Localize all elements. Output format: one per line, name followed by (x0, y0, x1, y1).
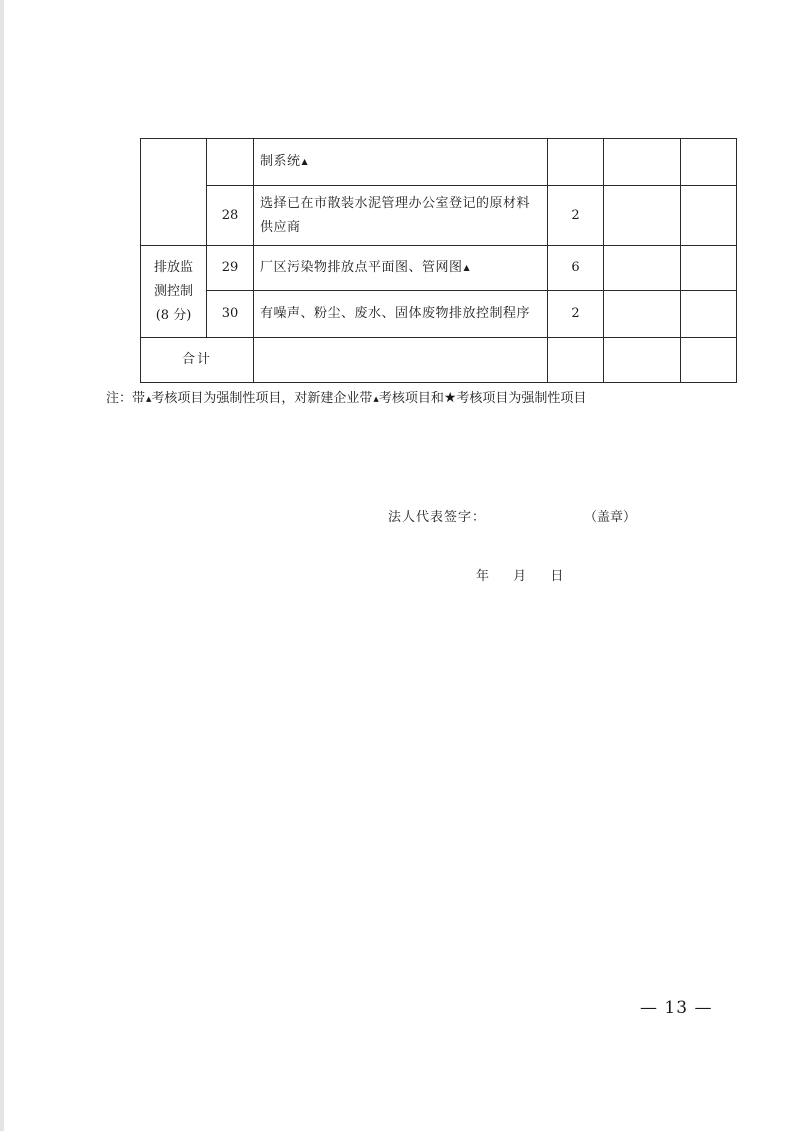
blank-cell (604, 246, 681, 291)
item-description: 制系统▲ (254, 139, 548, 186)
total-row (141, 338, 737, 383)
triangle-mark-icon: ▲ (373, 395, 379, 403)
blank-cell (681, 246, 737, 291)
table-row (141, 291, 737, 338)
blank-cell (604, 139, 681, 186)
signature-label: 法人代表签字： (388, 510, 487, 525)
date-year: 年 (476, 569, 490, 584)
item-score: 6 (548, 246, 604, 291)
blank-cell (681, 139, 737, 186)
blank-cell (604, 186, 681, 246)
item-description: 选择已在市散装水泥管理办公室登记的原材料供应商 (254, 186, 548, 246)
seal-label: （盖章） (584, 510, 637, 525)
item-number: 28 (207, 186, 254, 246)
scan-edge (0, 0, 4, 1131)
table-row (141, 139, 737, 186)
blank-cell (604, 338, 681, 383)
triangle-mark-icon: ▲ (301, 157, 309, 166)
category-emission-monitoring: 排放监 测控制 (8 分) (141, 246, 207, 338)
blank-cell (548, 338, 604, 383)
item-number: 29 (207, 246, 254, 291)
total-label: 合计 (141, 338, 254, 383)
triangle-mark-icon: ▲ (463, 263, 471, 272)
blank-cell (681, 291, 737, 338)
item-score: 2 (548, 186, 604, 246)
blank-cell (681, 338, 737, 383)
date-day: 日 (550, 569, 564, 584)
item-number: 30 (207, 291, 254, 338)
table-row (141, 246, 737, 291)
date-line (476, 565, 563, 584)
date-month: 月 (513, 569, 527, 584)
triangle-mark-icon: ▲ (146, 395, 152, 403)
item-score: 2 (548, 291, 604, 338)
item-description: 厂区污染物排放点平面图、管网图▲ (254, 246, 548, 291)
item-description: 有噪声、粉尘、废水、固体废物排放控制程序 (254, 291, 548, 338)
footnote: 注：带▲考核项目为强制性项目，对新建企业带▲考核项目和★考核项目为强制性项目 (106, 390, 587, 406)
table-row (141, 186, 737, 246)
blank-cell (681, 186, 737, 246)
assessment-table (140, 138, 737, 383)
page-number: — 13 — (640, 998, 713, 1018)
category-cell-continued (141, 139, 207, 246)
star-mark-icon: ★ (443, 390, 457, 406)
blank-cell (604, 291, 681, 338)
item-number (207, 139, 254, 186)
item-score (548, 139, 604, 186)
blank-cell (254, 338, 548, 383)
